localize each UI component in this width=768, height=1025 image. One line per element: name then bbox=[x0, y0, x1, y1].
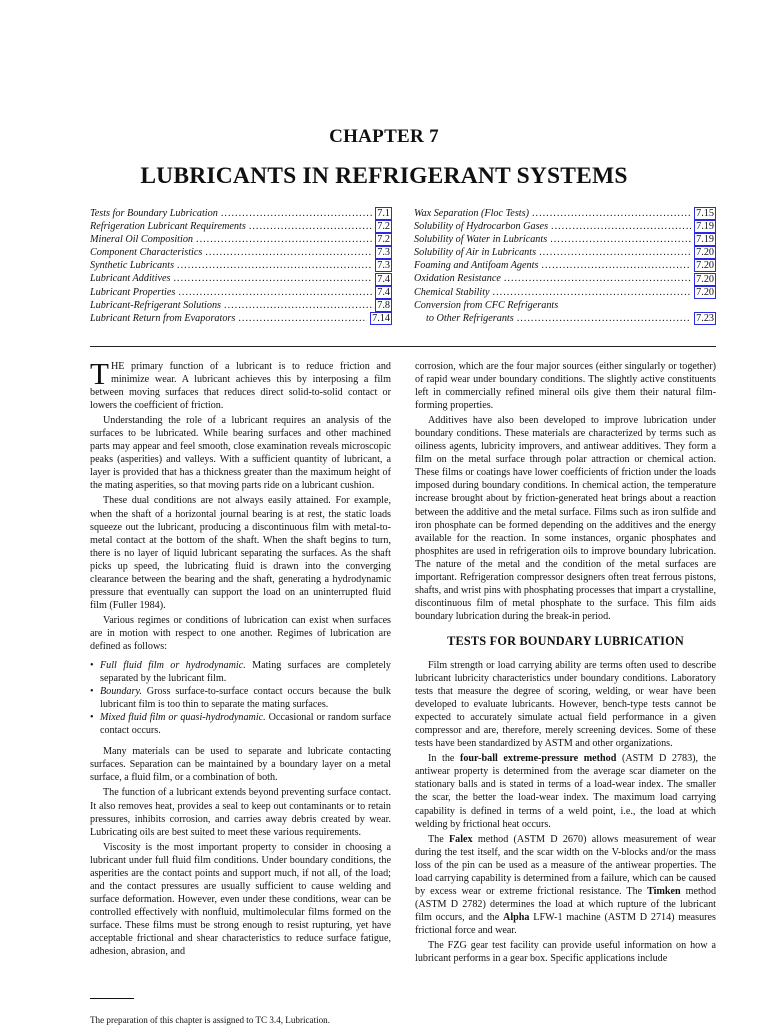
toc-page-link[interactable]: 7.1 bbox=[377, 208, 390, 220]
list-item: • Full fluid film or hydrodynamic. Mating surfaces are completely separated by the lubricant film. bbox=[90, 660, 391, 685]
toc-page-link[interactable]: 7.2 bbox=[377, 234, 390, 246]
toc-leader bbox=[517, 312, 691, 325]
toc-entry-label: Oxidation Resistance bbox=[414, 273, 501, 285]
bullet-icon: • bbox=[90, 660, 94, 672]
toc-entry-label: Mineral Oil Composition bbox=[90, 234, 194, 246]
toc-leader bbox=[221, 207, 372, 220]
toc-entry[interactable] bbox=[414, 246, 716, 259]
toc-page-link[interactable]: 7.20 bbox=[696, 247, 714, 259]
toc-entry[interactable] bbox=[90, 272, 392, 285]
method-term: Falex bbox=[449, 833, 473, 845]
toc-page-link[interactable]: 7.3 bbox=[377, 260, 390, 272]
toc-entry-label: Component Characteristics bbox=[90, 247, 203, 259]
left-text-column bbox=[90, 356, 391, 958]
toc-leader bbox=[238, 312, 367, 325]
list-item: • Mixed fluid film or quasi-hydrodynamic. Occasional or random surface contact occurs. bbox=[90, 712, 391, 737]
toc-entry-label: Lubricant Return from Evaporators bbox=[90, 312, 236, 324]
toc-leader bbox=[541, 259, 691, 272]
toc-leader bbox=[173, 272, 372, 285]
toc-entry[interactable] bbox=[90, 259, 392, 272]
toc-leader bbox=[539, 246, 691, 259]
toc-entry[interactable] bbox=[414, 272, 716, 285]
toc-leader bbox=[550, 233, 691, 246]
toc-page-link[interactable]: 7.19 bbox=[696, 234, 714, 246]
body-paragraph: Understanding the role of a lubricant requires an analysis of the surfaces to be lubricated. While bearing surfaces and other machined parts may appear and feel smooth, close examination reveals microscopic peaks (asperities) and valleys. With a sufficient quantity of lubricant, a layer is provided that has a thickness greater than the maximum height of the mating asperities, so that moving parts ride on a lubricant cushion. bbox=[90, 415, 391, 492]
toc-page-link[interactable]: 7.4 bbox=[377, 286, 390, 298]
regimes-list bbox=[90, 659, 391, 737]
toc-leader bbox=[177, 259, 372, 272]
toc-entry[interactable] bbox=[90, 246, 392, 259]
body-paragraph: These dual conditions are not always easily attained. For example, when the shaft of a horizontal journal bearing is at rest, the static loads squeeze out the lubricant, producing a discontinuous film with metal-to-metal contact at the bottom of the shaft. When the shaft begins to turn, there is no layer of liquid lubricant separating the surfaces. As the shaft picks up speed, the lubricating fluid is drawn into the converging clearance between the bearing and the shaft, generating a hydrodynamic pressure that eventually can support the load on an uninterrupted fluid film (Fuller 1984). bbox=[90, 495, 391, 611]
toc-left-column bbox=[90, 207, 392, 325]
toc-entry-label-line1: Conversion from CFC Refrigerants bbox=[414, 299, 559, 311]
toc-page-link[interactable]: 7.15 bbox=[696, 208, 714, 220]
toc-entry[interactable] bbox=[414, 259, 716, 272]
toc-leader bbox=[178, 286, 372, 299]
toc-entry-label: Lubricant Additives bbox=[90, 273, 171, 285]
toc-page-link[interactable]: 7.20 bbox=[696, 286, 714, 298]
toc-entry[interactable] bbox=[90, 220, 392, 233]
bullet-icon: • bbox=[90, 686, 94, 698]
toc-leader bbox=[224, 299, 372, 312]
chapter-number: CHAPTER 7 bbox=[329, 126, 439, 147]
toc-entry-label: Lubricant Properties bbox=[90, 286, 176, 298]
body-paragraph: Film strength or load carrying ability are terms often used to describe lubricant lubricity characteristics under boundary conditions. Laboratory tests that measure the degree of scoring, welding, or wear have been developed to evaluate lubricants. However, bench-type tests cannot be expected to accurately simulate actual field performance in a given compressor and are, therefore, merely screening devices. Some of these tests have been standardized by ASTM and other organizations. bbox=[415, 659, 716, 750]
toc-leader bbox=[532, 207, 691, 220]
toc-right-column bbox=[414, 207, 716, 325]
body-paragraph: The function of a lubricant extends beyond preventing surface contact. It also removes heat, provides a seal to keep out contaminants or to retain pressures, inhibits corrosion, and carries away debris created by wear. Lubricating oils are best suited to meet these various requirements. bbox=[90, 787, 391, 838]
toc-entry-label: Chemical Stability bbox=[414, 286, 490, 298]
bullet-icon: • bbox=[90, 712, 94, 724]
body-paragraph: The Falex method (ASTM D 2670) allows measurement of wear during the test itself, and the scar width on the V-blocks and/or the mass loss of the pin can be used as a measure of the antiwear properties. The load carrying capability is determined from a failure, which can be caused by excess wear or extreme frictional resistance. The Timken method (ASTM D 2782) determines the load at which rupture of the lubricant film occurs, and the Alpha LFW-1 machine (ASTM D 2714) measures frictional force and wear. bbox=[415, 833, 717, 936]
toc-leader bbox=[196, 233, 372, 246]
body-paragraph: Additives have also been developed to improve lubrication under boundary conditions. These materials are characterized by terms such as oiliness agents, lubricity improvers, and antiwear additives. They form a film on the metal surface through polar attraction or chemical action. These films or coatings have lower coefficients of friction under the loads imposed during boundary conditions. In chemical action, the temperature increase brought about by friction-generated heat brings about a reaction between the additive and the metal surface. Films such as iron sulfide and iron phosphate can be formed depending on the additives and the energy available for the reaction. In some instances, organic phosphates and phosphites are used in refrigeration oils to improve boundary lubrication. The nature of the metal and the condition of the metal surfaces are important. Refrigeration compressor designers often treat ferrous pistons, shafts, and wrist pins with phosphating processes that impart a crystalline, discontinuous film of metal phosphate to the surface. This film aids boundary lubrication during the break-in period. bbox=[415, 415, 716, 622]
footnote: The preparation of this chapter is assigned to TC 3.4, Lubrication. bbox=[90, 1015, 330, 1025]
toc-entry[interactable] bbox=[90, 286, 392, 299]
body-paragraph: Viscosity is the most important property to consider in choosing a lubricant under full fluid film conditions. Under boundary conditions, the asperities are the contact points and support much, if not all, of the load; and the contact pressures are usually sufficient to cause welding and surface deformation. However, even under these conditions, wear can be controlled effectively with nonfluid, multimolecular films formed on the surface. These films must be strong enough to resist rupturing, yet have acceptable frictional and shear characteristics to reduce surface fatigue, adhesion, abrasion, and bbox=[90, 841, 391, 958]
list-item: • Boundary. Gross surface-to-surface contact occurs because the bulk lubricant film is too thin to separate the mating surfaces. bbox=[90, 686, 391, 711]
toc-page-link[interactable]: 7.2 bbox=[377, 221, 390, 233]
toc-page-link[interactable]: 7.14 bbox=[372, 312, 390, 324]
toc-page-link[interactable]: 7.4 bbox=[377, 273, 390, 285]
toc-entry[interactable] bbox=[90, 312, 392, 325]
footnote-divider bbox=[90, 998, 134, 999]
toc-entry-label: Foaming and Antifoam Agents bbox=[414, 260, 539, 272]
toc-page-link[interactable]: 7.20 bbox=[696, 260, 714, 272]
toc-page-link[interactable]: 7.3 bbox=[377, 247, 390, 259]
toc-entry-label: Synthetic Lubricants bbox=[90, 260, 175, 272]
toc-leader bbox=[249, 220, 372, 233]
drop-cap: T bbox=[90, 356, 109, 391]
body-paragraph: THE primary function of a lubricant is to reduce friction and minimize wear. A lubricant achieves this by interposing a film between moving surfaces that reduces direct solid-to-solid contact or lowers the coefficient of friction. bbox=[90, 356, 391, 412]
toc-leader bbox=[493, 286, 692, 299]
toc-leader bbox=[205, 246, 372, 259]
toc-entry-label: Solubility of Hydrocarbon Gases bbox=[414, 221, 549, 233]
method-term: four-ball extreme-pressure method bbox=[459, 753, 617, 765]
toc-entry[interactable] bbox=[90, 299, 392, 312]
toc-entry[interactable] bbox=[90, 233, 392, 246]
header-divider bbox=[90, 346, 716, 347]
toc-entry[interactable] bbox=[414, 233, 716, 246]
toc-entry[interactable] bbox=[414, 312, 716, 325]
toc-entry[interactable] bbox=[414, 286, 716, 299]
toc-entry[interactable] bbox=[414, 207, 716, 220]
body-paragraph: In the four-ball extreme-pressure method (ASTM D 2783), the antiwear property is determined from the average scar diameter on the stationary balls and is stated in terms of a load-wear index. The smaller the scar, the better the load-wear index. The maximum load carrying capability is defined in terms of a weld point, i.e., the load at which welding by frictional heat occurs. bbox=[415, 753, 716, 830]
method-term: Alpha bbox=[503, 911, 530, 923]
body-paragraph: Various regimes or conditions of lubrication can exist when surfaces are in motion with respect to one another. Regimes of lubrication are defined as follows: bbox=[90, 614, 391, 652]
toc-entry-label: Tests for Boundary Lubrication bbox=[90, 208, 218, 219]
chapter-title: LUBRICANTS IN REFRIGERANT SYSTEMS bbox=[140, 163, 628, 189]
method-term: Timken bbox=[647, 885, 681, 897]
toc-entry-label: Refrigeration Lubricant Requirements bbox=[90, 221, 246, 233]
toc-page-link[interactable]: 7.19 bbox=[696, 221, 714, 233]
toc-entry-label: Lubricant-Refrigerant Solutions bbox=[90, 299, 222, 311]
right-text-column bbox=[415, 360, 716, 965]
body-paragraph: corrosion, which are the four major sources (either singularly or together) of rapid wear under boundary conditions. The slightly active constituents left in commercially refined mineral oils give them their natural film-forming properties. bbox=[415, 361, 716, 412]
toc-page-link[interactable]: 7.8 bbox=[377, 299, 390, 311]
toc-page-link[interactable]: 7.20 bbox=[696, 273, 714, 285]
toc-entry[interactable] bbox=[90, 207, 392, 220]
section-heading: TESTS FOR BOUNDARY LUBRICATION bbox=[447, 633, 684, 648]
toc-entry-label: Wax Separation (Floc Tests) bbox=[414, 208, 529, 219]
toc-leader bbox=[504, 272, 691, 285]
toc-entry-label: to Other Refrigerants bbox=[426, 312, 514, 324]
toc-entry[interactable] bbox=[414, 220, 716, 233]
toc-leader bbox=[551, 220, 691, 233]
toc-entry-label: Solubility of Air in Lubricants bbox=[414, 247, 537, 259]
toc-page-link[interactable]: 7.23 bbox=[696, 312, 714, 324]
body-paragraph: The FZG gear test facility can provide useful information on how a lubricant performs in a gear box. Specific applications include bbox=[415, 939, 716, 965]
toc-entry-label: Solubility of Water in Lubricants bbox=[414, 234, 548, 246]
body-paragraph: Many materials can be used to separate and lubricate contacting surfaces. Separation can be maintained by a boundary layer on a metal surface, a fluid film, or a combination of both. bbox=[90, 746, 391, 784]
